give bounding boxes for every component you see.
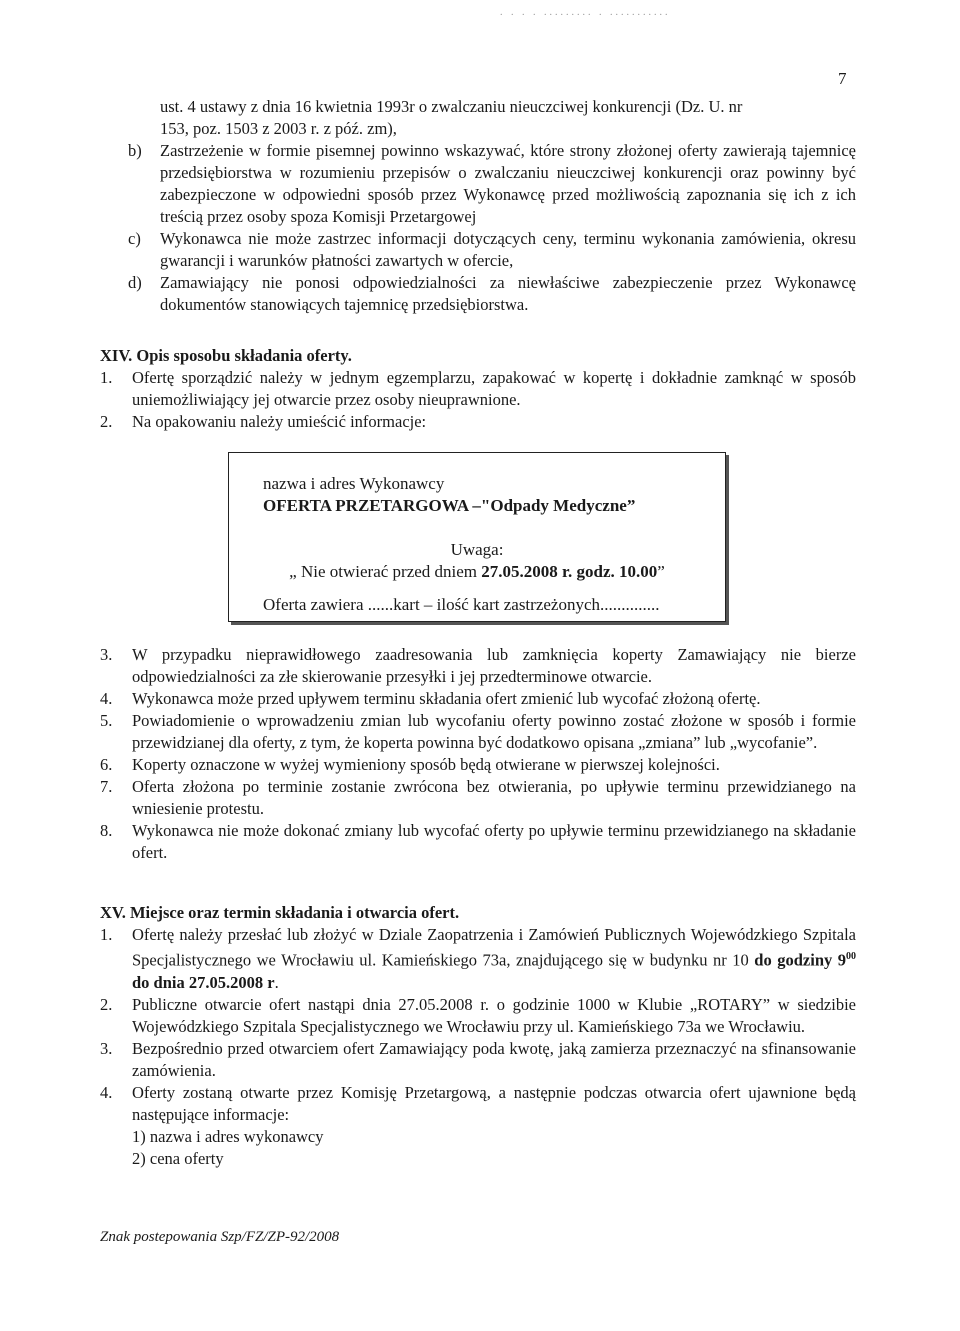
list-item-label: 3. — [100, 645, 113, 664]
disclosed-info-item: 1) nazwa i adres wykonawcy — [132, 1126, 324, 1146]
box-warning-prefix: „ Nie otwierać przed dniem — [289, 562, 482, 581]
sub-item-text: Zastrzeżenie w formie pisemnej powinno wskazywać, które strony złożonej oferty zawierają tajemnicę przedsiębiorstwa w rozumieniu przepisów o zwalczaniu nieuczciwej konkurencji oraz powinny być zabezpieczone w odpowiedni sposób przez Wykonawcę przed możliwością zapoznania się ich z ich treścią przez osoby spoza Komisji Przetargowej — [160, 141, 856, 226]
intro-line-1: ust. 4 ustawy z dnia 16 kwietnia 1993r o zwalczaniu nieuczciwej konkurencji (Dz. U. nr — [160, 97, 743, 116]
item-text-minutes: 00 — [846, 951, 856, 962]
list-item-text: Powiadomienie o wprowadzeniu zmian lub wycofaniu oferty powinno zostać złożone w sposób i formie przewidzianej dla oferty, z tym, że koperta powinna być dodatkowo opisana „zmiana” lub „wycofanie”. — [132, 711, 856, 752]
list-item-text: Oferta złożona po terminie zostanie zwrócona bez otwierania, po upływie terminu przewidzianego na wniesienie protestu. — [132, 777, 856, 818]
list-item-text: Wykonawca nie może dokonać zmiany lub wycofać oferty po upływie terminu przewidzianego na składanie ofert. — [132, 821, 856, 862]
list-item-label: 3. — [100, 1038, 113, 1058]
list-item-text — [132, 924, 856, 994]
sub-item-text: Zamawiający nie ponosi odpowiedzialności za niewłaściwe zabezpieczenie przez Wykonawcę dokumentów stanowiących tajemnicę przedsiębiorstwa. — [160, 273, 856, 314]
list-item — [100, 367, 856, 411]
list-item-text: Publiczne otwarcie ofert nastąpi dnia 27.05.2008 r. o godzinie 1000 w Klubie „ROTARY” w siedzibie Wojewódzkiego Szpitala Specjalistycznego we Wrocławiu przy ul. Kamieńskiego 73a we Wrocławiu. — [132, 994, 856, 1036]
list-item — [100, 924, 856, 994]
list-item-label: 4. — [100, 689, 113, 708]
page-number: 7 — [838, 69, 847, 88]
list-item-label: 2. — [100, 412, 113, 431]
sub-item — [128, 228, 856, 272]
box-line-contractor: nazwa i adres Wykonawcy — [263, 474, 445, 493]
box-warning-suffix: ” — [657, 562, 665, 581]
list-item-text: Koperty oznaczone w wyżej wymieniony sposób będą otwierane w pierwszej kolejności. — [132, 755, 720, 774]
item-text-end: . — [274, 972, 279, 992]
list-item — [100, 688, 856, 710]
envelope-label-box — [228, 452, 726, 622]
intro-block — [100, 96, 856, 140]
item-text-main: Ofertę należy przesłać lub złożyć w Dziale Zaopatrzenia i Zamówień Publicznych Wojewódzkiego Szpitala Specjalistycznego we Wrocławiu ul. Kamieńskiego 73a, znajdującego się w budynku nr 10 — [132, 925, 856, 970]
list-item-label: 6. — [100, 755, 113, 774]
list-item-label: 1. — [100, 368, 113, 387]
list-item-label: 7. — [100, 777, 113, 796]
list-item-label: 5. — [100, 711, 113, 730]
list-item — [100, 994, 856, 1038]
sub-item-label: d) — [128, 273, 142, 292]
sub-item — [128, 140, 856, 228]
section-heading — [100, 345, 856, 367]
box-line-warning — [229, 539, 725, 583]
case-reference-footer: Znak postepowania Szp/FZ/ZP-92/2008 — [100, 1229, 340, 1245]
sub-item-list — [128, 140, 856, 316]
section-title: Opis sposobu składania oferty. — [136, 346, 352, 365]
list-item — [100, 1038, 856, 1082]
list-item — [100, 776, 856, 820]
list-item-label: 4. — [100, 1082, 113, 1102]
section-15 — [100, 902, 856, 1170]
section-number: XV. — [100, 903, 126, 922]
list-item — [100, 411, 856, 433]
list-item — [100, 820, 856, 864]
list-item-text: Ofertę sporządzić należy w jednym egzemplarzu, zapakować w kopertę i dokładnie zamknąć w sposób uniemożliwiający jej otwarcie przez osoby nieuprawnione. — [132, 368, 856, 409]
list-item — [100, 754, 856, 776]
section-14 — [100, 345, 856, 433]
list-item-text: W przypadku nieprawidłowego zaadresowania lub zamknięcia koperty Zamawiający nie bierze odpowiedzialności za złe skierowanie przesyłki i jej przedterminowe otwarcie. — [132, 645, 856, 686]
box-line-pages: Oferta zawiera ......kart – ilość kart zastrzeżonych.............. — [263, 595, 660, 614]
list-item-label: 8. — [100, 821, 113, 840]
list-item-text: Na opakowaniu należy umieścić informacje: — [132, 412, 427, 431]
section-title: Miejsce oraz termin składania i otwarcia ofert. — [129, 903, 460, 922]
sub-item-label: c) — [128, 229, 141, 248]
list-item-label: 2. — [100, 994, 113, 1014]
box-warning-label: Uwaga: — [450, 540, 504, 559]
list-item — [100, 710, 856, 754]
intro-line-2: 153, poz. 1503 z 2003 r. z póź. zm), — [160, 119, 397, 138]
list-item-text: Wykonawca może przed upływem terminu składania ofert zmienić lub wycofać złożoną ofertę. — [132, 689, 761, 708]
section-heading — [100, 902, 856, 924]
item-text-date: do dnia 27.05.2008 r — [132, 972, 275, 992]
disclosed-info-list — [100, 1126, 856, 1170]
box-line-offer-title: OFERTA PRZETARGOWA –"Odpady Medyczne” — [263, 496, 636, 515]
list-item-text: Oferty zostaną otwarte przez Komisję Przetargową, a następnie podczas otwarcia ofert ujawnione będą następujące informacje: — [132, 1082, 856, 1124]
section-14-continued — [100, 644, 856, 864]
box-warning-text — [229, 561, 725, 583]
section-number: XIV. — [100, 346, 133, 365]
scan-marks: . . . . ......... . ........... — [500, 7, 671, 18]
item-text-hour: do godziny 9 — [754, 950, 846, 970]
sub-item-text: Wykonawca nie może zastrzec informacji dotyczących ceny, terminu wykonania zamówienia, okresu gwarancji i warunków płatności zawartych w ofercie, — [160, 229, 856, 270]
disclosed-info-item: 2) cena oferty — [132, 1148, 224, 1168]
list-item — [100, 1082, 856, 1126]
list-item-label: 1. — [100, 925, 113, 944]
sub-item-label: b) — [128, 141, 142, 160]
box-warning-date: 27.05.2008 r. godz. 10.00 — [481, 562, 658, 581]
list-item — [100, 644, 856, 688]
sub-item — [128, 272, 856, 316]
list-item-text: Bezpośrednio przed otwarciem ofert Zamawiający poda kwotę, jaką zamierza przeznaczyć na sfinansowanie zamówienia. — [132, 1038, 856, 1080]
